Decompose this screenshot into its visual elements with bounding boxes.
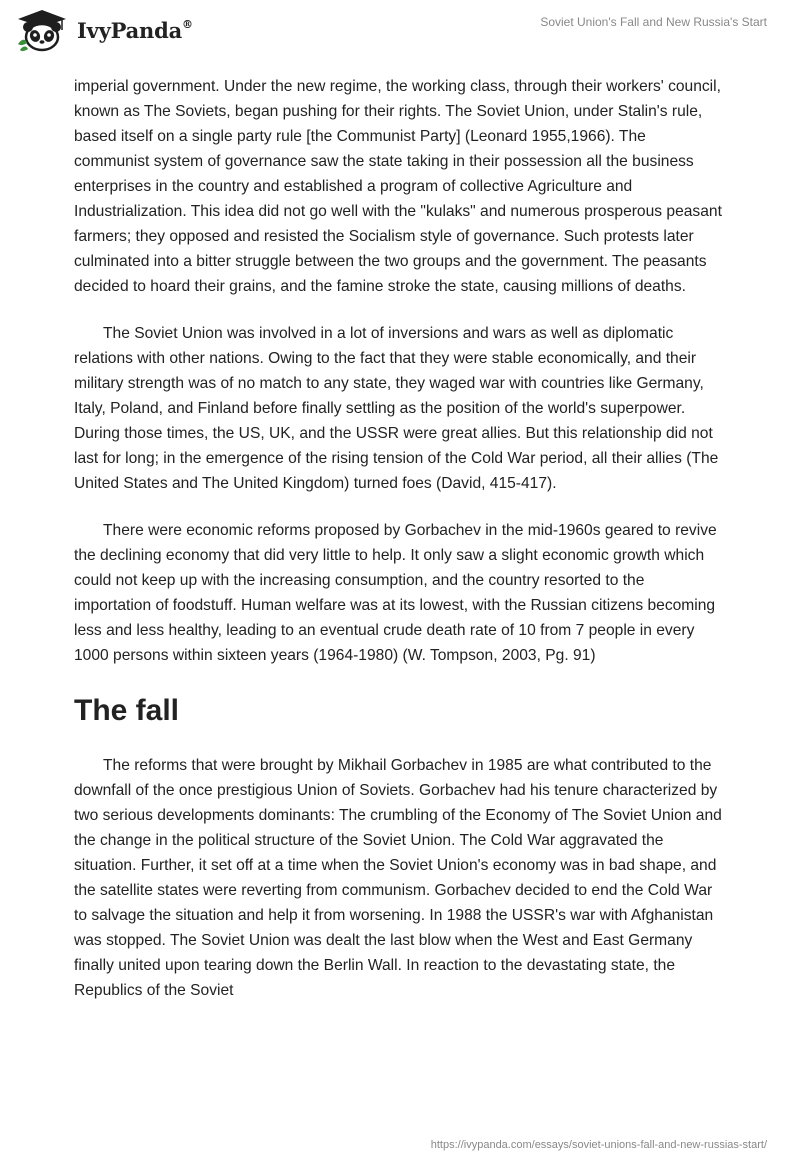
paragraph: The Soviet Union was involved in a lot of inversions and wars as well as diplomatic relations with other nations. Owing to the fact that they were stable economically, and their military strength was of no match to any state, they waged war with countries like Germany, Italy, Poland, and Finland before finally settling as the position of the world's superpower. During those times, the US, UK, and the USSR were great allies. But this relationship did not last for long; in the emergence of the rising tension of the Cold War period, all their allies (The United States and The United Kingdom) turned foes (David, 415-417).: [74, 325, 719, 492]
essay-body: [74, 74, 724, 1025]
paragraph: There were economic reforms proposed by Gorbachev in the mid-1960s geared to revive the declining economy that did very little to help. It only saw a slight economic growth which could not keep up with the increasing consumption, and the country resorted to the importation of foodstuff. Human welfare was at its lowest, with the Russian citizens becoming less and less healthy, leading to an eventual crude death rate of 10 from 7 people in every 1000 persons within sixteen years (1964-1980) (W. Tompson, 2003, Pg. 91): [74, 522, 717, 664]
source-url[interactable]: https://ivypanda.com/essays/soviet-unions-fall-and-new-russias-start/: [430, 1139, 767, 1151]
paragraph: The reforms that were brought by Mikhail Gorbachev in 1985 are what contributed to the downfall of the once prestigious Union of Soviets. Gorbachev had his tenure characterized by two serious developments dominants: The crumbling of the Economy of The Soviet Union and the change in the political structure of the Soviet Union. The Cold War aggravated the situation. Further, it set off at a time when the Soviet Union's economy was in bad shape, and the satellite states were reverting from communism. Gorbachev decided to end the Cold War to salvage the situation and help it from worsening. In 1988 the USSR's war with Afghanistan was stopped. The Soviet Union was dealt the last blow when the West and East Germany finally united upon tearing down the Berlin Wall. In reaction to the devastating state, the Republics of the Soviet: [74, 757, 722, 999]
brand-name: IvyPanda®: [77, 17, 193, 43]
panda-graduate-icon: [14, 8, 70, 52]
section-heading: The fall: [74, 694, 180, 727]
document-title: Soviet Union's Fall and New Russia's Start: [540, 15, 767, 29]
page-header: [0, 0, 800, 64]
ivypanda-logo[interactable]: [14, 8, 193, 52]
paragraph: imperial government. Under the new regime, the working class, through their workers' council, known as The Soviets, began pushing for their rights. The Soviet Union, under Stalin's rule, based itself on a single party rule [the Communist Party] (Leonard 1955,1966). The communist system of governance saw the state taking in their possession all the business enterprises in the country and established a program of collective Agriculture and Industrialization. This idea did not go well with the "kulaks" and numerous prosperous peasant farmers; they opposed and resisted the Socialism style of governance. Such protests later culminated into a bitter struggle between the two groups and the government. The peasants decided to hoard their grains, and the famine stroke the state, causing millions of deaths.: [74, 78, 722, 295]
